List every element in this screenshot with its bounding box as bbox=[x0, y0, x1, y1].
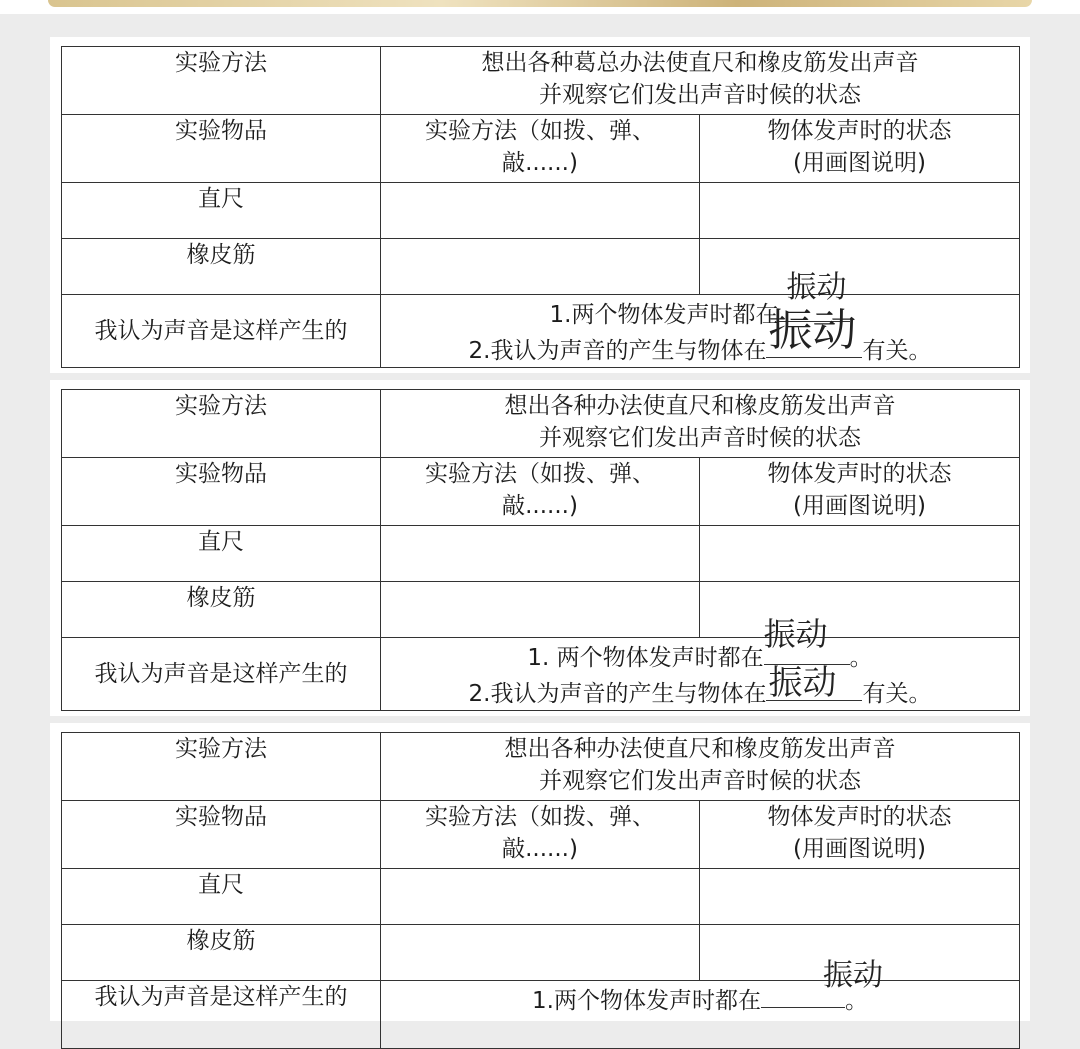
method-column-header: 实验方法（如拨、弹、 敲......) bbox=[381, 115, 700, 183]
method-label: 实验方法 bbox=[62, 47, 381, 115]
method-description: 想出各种葛总办法使直尺和橡皮筋发出声音 并观察它们发出声音时候的状态 bbox=[381, 47, 1020, 115]
band-label: 橡皮筋 bbox=[62, 925, 381, 981]
belief-label: 我认为声音是这样产生的 bbox=[62, 981, 381, 1049]
banner-decoration bbox=[48, 0, 1032, 7]
ruler-method-cell bbox=[381, 869, 700, 925]
method-label: 实验方法 bbox=[62, 390, 381, 458]
experiment-table bbox=[61, 46, 1020, 368]
conclusion-cell bbox=[381, 270, 1020, 368]
method-column-header: 实验方法（如拨、弹、 敲......) bbox=[381, 801, 700, 869]
band-method-cell bbox=[381, 925, 700, 981]
item-label: 实验物品 bbox=[62, 115, 381, 183]
ruler-method-cell bbox=[381, 183, 700, 239]
experiment-table bbox=[61, 732, 1020, 1049]
worksheet-panel-1 bbox=[50, 37, 1030, 373]
belief-label: 我认为声音是这样产生的 bbox=[62, 295, 381, 368]
ruler-method-cell bbox=[381, 526, 700, 582]
state-column-header: 物体发声时的状态 (用画图说明) bbox=[700, 115, 1020, 183]
belief-label: 我认为声音是这样产生的 bbox=[62, 638, 381, 711]
band-label: 橡皮筋 bbox=[62, 239, 381, 295]
ruler-label: 直尺 bbox=[62, 526, 381, 582]
experiment-table bbox=[61, 389, 1020, 711]
band-state-cell bbox=[700, 582, 1020, 638]
handwritten-answer-1: 振动 bbox=[763, 615, 828, 653]
question-2: 2.我认为声音的产生与物体在 振动 有关。 bbox=[468, 663, 932, 707]
ruler-state-cell bbox=[700, 526, 1020, 582]
band-label: 橡皮筋 bbox=[62, 582, 381, 638]
state-column-header: 物体发声时的状态 (用画图说明) bbox=[700, 801, 1020, 869]
question-1: 1.两个物体发声时都在 振动 。 bbox=[532, 958, 883, 1014]
band-method-cell bbox=[381, 239, 700, 295]
method-column-header: 实验方法（如拨、弹、 敲......) bbox=[381, 458, 700, 526]
band-method-cell bbox=[381, 582, 700, 638]
handwritten-answer-2: 振动 bbox=[768, 663, 837, 703]
state-column-header: 物体发声时的状态 (用画图说明) bbox=[700, 458, 1020, 526]
handwritten-answer-1: 振动 bbox=[786, 270, 847, 305]
item-label: 实验物品 bbox=[62, 458, 381, 526]
ruler-state-cell bbox=[700, 183, 1020, 239]
worksheet-panel-2 bbox=[50, 380, 1030, 716]
method-label: 实验方法 bbox=[62, 733, 381, 801]
item-label: 实验物品 bbox=[62, 801, 381, 869]
top-banner bbox=[0, 0, 1080, 14]
ruler-label: 直尺 bbox=[62, 869, 381, 925]
band-state-cell bbox=[700, 239, 1020, 295]
worksheet-panel-3 bbox=[50, 723, 1030, 1021]
method-description: 想出各种办法使直尺和橡皮筋发出声音 并观察它们发出声音时候的状态 bbox=[381, 733, 1020, 801]
conclusion-cell bbox=[381, 958, 1020, 1049]
handwritten-answer-2: 振动 bbox=[768, 305, 857, 356]
conclusion-cell bbox=[381, 615, 1020, 711]
question-2: 2.我认为声音的产生与物体在 振动 有关。 bbox=[468, 305, 932, 364]
method-description: 想出各种办法使直尺和橡皮筋发出声音 并观察它们发出声音时候的状态 bbox=[381, 390, 1020, 458]
ruler-state-cell bbox=[700, 869, 1020, 925]
handwritten-answer-1: 振动 bbox=[822, 958, 883, 993]
ruler-label: 直尺 bbox=[62, 183, 381, 239]
question-1: 1.两个物体发声时都在 振动 bbox=[381, 295, 1019, 331]
question-1: 1. 两个物体发声时都在 振动 。 bbox=[527, 615, 873, 671]
